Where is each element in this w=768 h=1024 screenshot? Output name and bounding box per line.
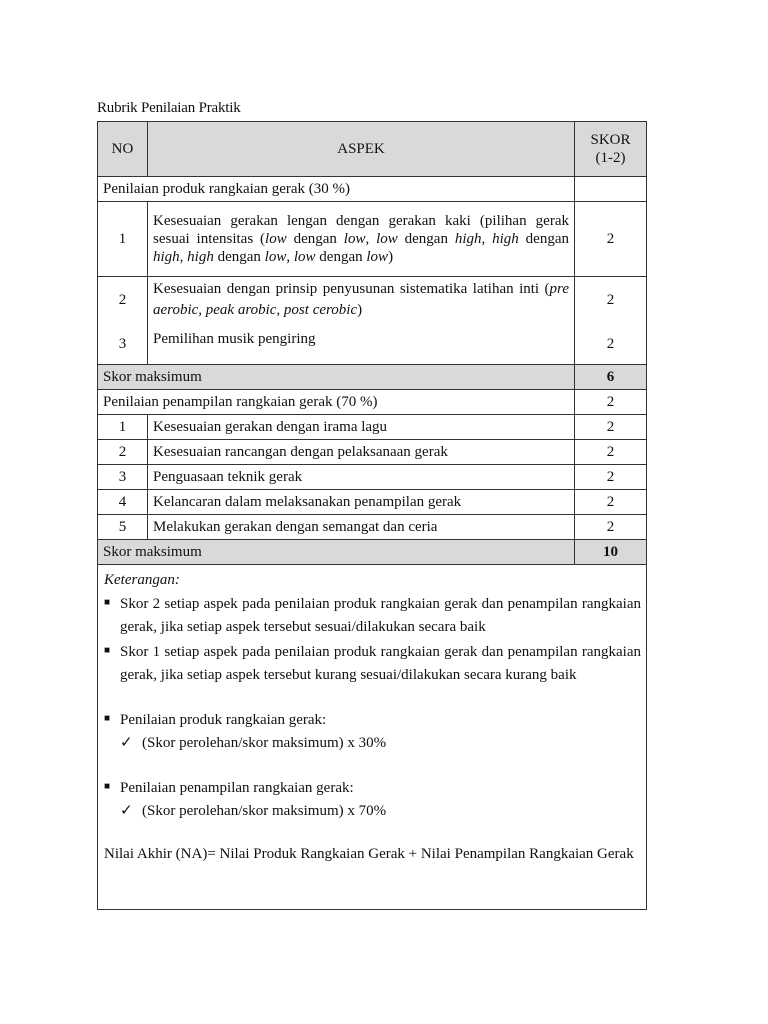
check-item: [104, 800, 641, 823]
row-no: 2: [118, 292, 127, 308]
row-aspek: Penguasaan teknik gerak: [148, 465, 575, 490]
row-aspek: Pemilihan musik pengiring: [153, 331, 316, 347]
row-no: 5: [98, 515, 148, 540]
table-row: [98, 415, 647, 440]
section-row: [98, 390, 647, 415]
row-aspek-group: [148, 277, 575, 365]
row-no: 4: [98, 490, 148, 515]
row-aspek: Kesesuaian dengan prinsip penyusunan sistematika latihan inti (pre aerobic, peak arobic, post cerobic): [153, 281, 569, 318]
keterangan-title: Keterangan:: [104, 572, 180, 588]
row-score: 2: [575, 490, 647, 515]
row-score: 2: [575, 515, 647, 540]
row-no: 2: [98, 440, 148, 465]
section-label: Penilaian penampilan rangkaian gerak (70 %): [98, 390, 575, 415]
table-row: [98, 440, 647, 465]
header-no: NO: [98, 122, 148, 177]
row-score: 2: [575, 415, 647, 440]
header-aspek: ASPEK: [148, 122, 575, 177]
max-score-label: Skor maksimum: [98, 540, 575, 565]
row-aspek: Kelancaran dalam melaksanakan penampilan gerak: [148, 490, 575, 515]
row-no: 3: [118, 336, 127, 352]
table-row: [98, 465, 647, 490]
keterangan-row: [98, 565, 647, 910]
row-aspek: Kesesuaian gerakan dengan irama lagu: [148, 415, 575, 440]
max-score-value: 6: [575, 365, 647, 390]
row-score-group: [575, 277, 647, 365]
table-row: [98, 277, 647, 365]
bullet-icon: ■: [104, 645, 111, 656]
row-no: 3: [98, 465, 148, 490]
check-text: (Skor perolehan/skor maksimum) x 30%: [142, 735, 387, 751]
section-label: Penilaian produk rangkaian gerak (30 %): [98, 177, 575, 202]
row-score: 2: [575, 202, 647, 277]
row-no-group: [98, 277, 148, 365]
max-score-value: 10: [575, 540, 647, 565]
section-score: 2: [575, 390, 647, 415]
bullet-icon: ■: [104, 781, 111, 792]
bullet-text: Penilaian produk rangkaian gerak:: [120, 712, 327, 728]
section-row: [98, 177, 647, 202]
keterangan-cell: [98, 565, 647, 910]
table-row: [98, 490, 647, 515]
bullet-text: Penilaian penampilan rangkaian gerak:: [120, 780, 354, 796]
header-skor-line2: (1-2): [595, 150, 626, 166]
bullet-icon: ■: [104, 597, 111, 608]
list-item: [104, 709, 641, 732]
row-score: 2: [575, 440, 647, 465]
header-skor-line1: SKOR: [590, 132, 631, 148]
row-score: 2: [606, 336, 615, 352]
checkmark-icon: ✓: [120, 803, 133, 819]
list-item: [104, 777, 641, 800]
nilai-akhir-formula: Nilai Akhir (NA)= Nilai Produk Rangkaian Gerak + Nilai Penampilan Rangkaian Gerak: [104, 846, 634, 862]
max-score-label: Skor maksimum: [98, 365, 575, 390]
page-title: Rubrik Penilaian Praktik: [97, 100, 241, 116]
row-aspek: Kesesuaian rancangan dengan pelaksanaan gerak: [148, 440, 575, 465]
row-aspek: Melakukan gerakan dengan semangat dan ceria: [148, 515, 575, 540]
row-aspek: Kesesuaian gerakan lengan dengan gerakan kaki (pilihan gerak sesuai intensitas (low dengan low, low dengan high, high dengan high, high dengan low, low dengan low): [148, 202, 575, 277]
bullet-text: Skor 1 setiap aspek pada penilaian produk rangkaian gerak dan penampilan rangkaian gerak, jika setiap aspek tersebut kurang sesuai/dilakukan secara kurang baik: [120, 644, 641, 683]
bullet-text: Skor 2 setiap aspek pada penilaian produk rangkaian gerak dan penampilan rangkaian gerak, jika setiap aspek tersebut sesuai/dilakukan secara baik: [120, 596, 641, 635]
table-row: [98, 515, 647, 540]
max-score-row: [98, 540, 647, 565]
row-score: 2: [606, 292, 615, 308]
max-score-row: [98, 365, 647, 390]
checkmark-icon: ✓: [120, 735, 133, 751]
row-score: 2: [575, 465, 647, 490]
row-no: 1: [98, 415, 148, 440]
list-item: [104, 641, 641, 687]
table-header-row: [98, 122, 647, 177]
table-row: [98, 202, 647, 277]
check-text: (Skor perolehan/skor maksimum) x 70%: [142, 803, 387, 819]
bullet-icon: ■: [104, 713, 111, 724]
rubric-table: [97, 121, 647, 910]
section-score-cell: [575, 177, 647, 202]
check-item: [104, 732, 641, 755]
row-no: 1: [98, 202, 148, 277]
list-item: [104, 593, 641, 639]
header-skor: [575, 122, 647, 177]
